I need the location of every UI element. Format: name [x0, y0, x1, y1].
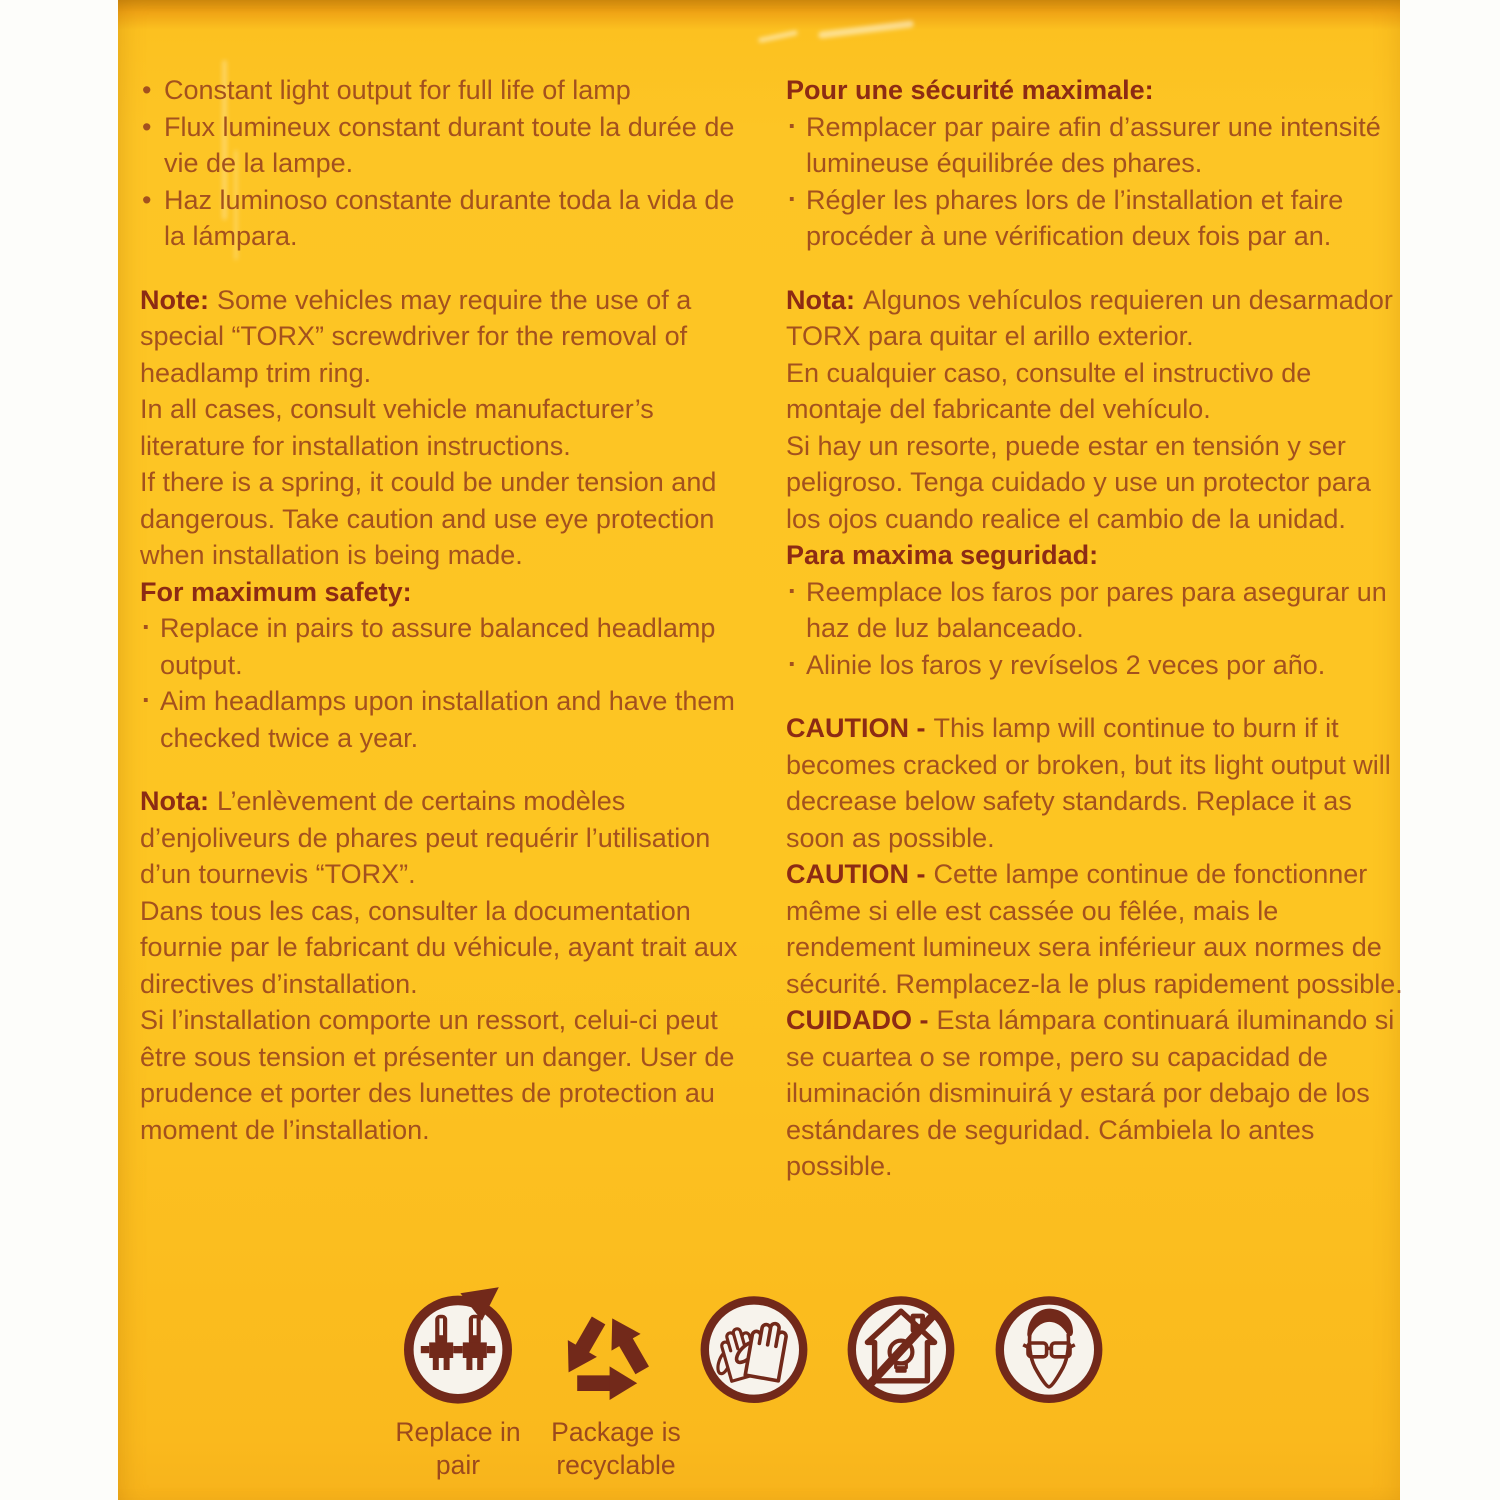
recyclable-label: Package is recyclable [551, 1417, 681, 1480]
note-text: If there is a spring, it could be under tension and dangerous. Take caution and use eye protection when installation is being made. [140, 467, 717, 570]
note-spanish [786, 428, 1406, 538]
note-label: Nota: [140, 786, 209, 816]
note-french [140, 783, 754, 893]
caution-text: This lamp will continue to burn if it becomes cracked or broken, but its light output will decrease below safety standards. Replace it as soon as possible. [786, 713, 1391, 853]
package-back-panel [118, 0, 1403, 1500]
caution-label: CUIDADO - [786, 1005, 929, 1035]
recycle-icon [546, 1286, 666, 1406]
replace-in-pair-label: Replace in pair [395, 1417, 521, 1480]
note-text: Dans tous les cas, consulter la documentation fournie par le fabricant du véhicule, ayant trait aux directives d’installation. [140, 895, 738, 999]
note-french [140, 1002, 754, 1148]
note-text: Si hay un resorte, puede estar en tensión y ser peligroso. Tenga cuidado y use un protector para los ojos cuando realice el cambio de la unidad. [786, 430, 1371, 534]
note-english [140, 282, 754, 392]
safety-list-french [786, 109, 1406, 255]
list-item: • Constant light output for full life of lamp [140, 72, 754, 109]
left-column [140, 72, 754, 1148]
note-text: Algunos vehículos requieren un desarmador TORX para quitar el arillo exterior. [786, 284, 1393, 351]
replace-in-pair-icon [398, 1286, 518, 1406]
list-item: • Haz luminoso constante durante toda la vida de la lámpara. [140, 182, 754, 255]
note-english [140, 391, 754, 464]
note-label: Note: [140, 284, 209, 315]
note-french [140, 893, 754, 1003]
note-text: En cualquier caso, consulte el instructivo de montaje del fabricante del vehículo. [786, 357, 1312, 424]
list-item: · Reemplace los faros por pares para asegurar un haz de luz balanceado. [786, 574, 1406, 647]
safety-heading-french: Pour une sécurité maximale: [786, 75, 1154, 105]
caution-spanish [786, 1002, 1406, 1185]
note-text: L’enlèvement de certains modèles d’enjoliveurs de phares peut requérir l’utilisation d’un tournevis “TORX”. [140, 786, 711, 889]
safety-list-english [140, 610, 754, 756]
caution-french [786, 856, 1406, 1002]
caution-text: Cette lampe continue de fonctionner même si elle est cassée ou fêlée, mais le rendement lumineux sera inférieur aux normes de sécurité. Remplacez-la le plus rapidement possible. [786, 859, 1403, 999]
list-item: · Aim headlamps upon installation and have them checked twice a year. [140, 683, 754, 756]
eye-protection-icon [989, 1286, 1109, 1406]
list-item: · Replace in pairs to assure balanced headlamp output. [140, 610, 754, 683]
caution-label: CAUTION - [786, 859, 926, 889]
caution-text: Esta lámpara continuará iluminando si se cuartea o se rompe, pero su capacidad de iluminación disminuirá y estará por debajo de los estándares de seguridad. Cámbiela lo antes possible. [786, 1005, 1395, 1181]
feature-bullet-list [140, 72, 754, 255]
no-household-use-icon [841, 1286, 961, 1406]
list-item: • Flux lumineux constant durant toute la durée de vie de la lampe. [140, 109, 754, 182]
right-column [786, 72, 1406, 1185]
photo-scratch [818, 20, 914, 39]
note-text: Some vehicles may require the use of a special “TORX” screwdriver for the removal of headlamp trim ring. [140, 284, 692, 388]
note-text: Si l’installation comporte un ressort, celui-ci peut être sous tension et présenter un danger. User de prudence et porter des lunettes de protection au moment de l’installation. [140, 1005, 735, 1145]
caution-label: CAUTION - [786, 713, 926, 743]
safety-heading-spanish: Para maxima seguridad: [786, 540, 1099, 570]
photo-scratch [758, 30, 798, 43]
note-english [140, 464, 754, 574]
note-spanish [786, 355, 1406, 428]
note-text: In all cases, consult vehicle manufacturer’s literature for installation instructions. [140, 394, 654, 461]
list-item: · Remplacer par paire afin d’assurer une intensité lumineuse équilibrée des phares. [786, 109, 1406, 182]
safety-list-spanish [786, 574, 1406, 684]
safety-heading-english: For maximum safety: [140, 576, 412, 607]
caution-english [786, 710, 1406, 856]
list-item: · Régler les phares lors de l’installation et faire procéder à une vérification deux fois par an. [786, 182, 1406, 255]
list-item: · Alinie los faros y revíselos 2 veces por año. [786, 647, 1406, 684]
gloves-icon [694, 1286, 814, 1406]
note-spanish [786, 282, 1406, 355]
note-label: Nota: [786, 284, 855, 315]
